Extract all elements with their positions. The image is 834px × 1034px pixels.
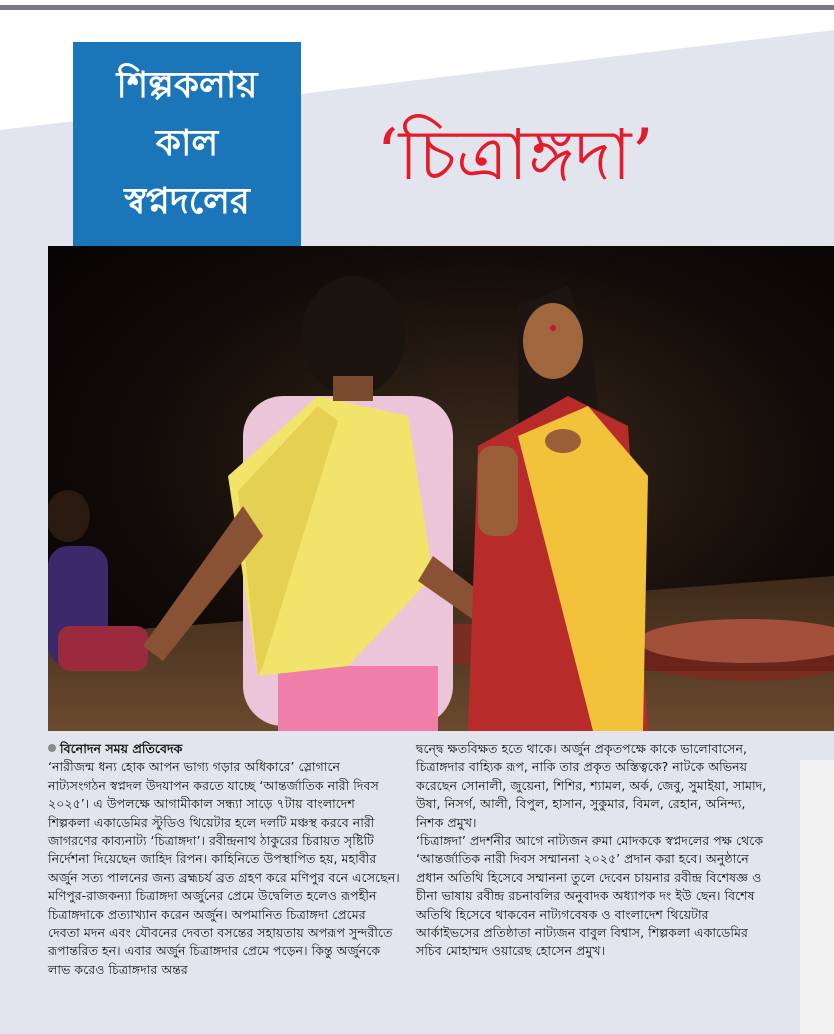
byline-text: বিনোদন সময় প্রতিবেদক	[60, 741, 183, 756]
article-body	[48, 740, 768, 1030]
title-box-line-1: শিল্পকলায়	[116, 65, 258, 106]
top-rule	[0, 5, 834, 10]
article-paragraph-3: ‘চিত্রাঙ্গদা’ প্রদর্শনীর আগে নাট্যজন রুমা মোদককে স্বপ্নদলের পক্ষ থেকে ‘আন্তর্জাতিক নারী দিবস সম্মাননা ২০২৫’ প্রদান করা হবে। অনুষ্ঠানে প্রধান অতিথি হিসেবে সম্মাননা তুলে দেবেন চায়নার রবীন্দ্র বিশেষজ্ঞ ও চীনা ভাষায় রবীন্দ্র রচনাবলির অনুবাদক অধ্যাপক দং ইউ ছেন। বিশেষ অতিথি হিসেবে থাকবেন নাট্যগবেষক ও বাংলাদেশ থিয়েটার আর্কাইভসের প্রতিষ্ঠাতা নাট্যজন বাবুল বিশ্বাস, শিল্পকলা একাডেমির সচিব মোহাম্মদ ওয়ারেছ হোসেন প্রমুখ।	[416, 833, 764, 959]
stage-performance-photo	[48, 246, 834, 731]
title-box-line-2: কাল	[155, 123, 219, 164]
main-title: ‘চিত্রাঙ্গদা’	[376, 114, 654, 196]
bullet-icon	[48, 744, 56, 752]
title-box	[73, 42, 301, 246]
title-box-line-3: স্বপ্নদলের	[124, 181, 250, 222]
article-column-2	[416, 740, 768, 1030]
article-column-1	[48, 740, 400, 1030]
adjacent-page-edge	[800, 760, 834, 1034]
photo-illustration	[48, 246, 834, 731]
byline	[48, 740, 400, 758]
article-paragraph-1: ‘নারীজন্ম ধন্য হোক আপন ভাগ্য গড়ার অধিকারে’ স্লোগানে নাট্যসংগঠন স্বপ্নদল উদযাপন করতে যাচ্ছে ‘আন্তর্জাতিক নারী দিবস ২০২৫’। এ উপলক্ষে আগামীকাল সন্ধ্যা সাড়ে ৭টায় বাংলাদেশ শিল্পকলা একাডেমির স্টুডিও থিয়েটার হলে দলটি মঞ্চস্থ করবে নারী জাগরণের কাব্যনাট্য ‘চিত্রাঙ্গদা’। রবীন্দ্রনাথ ঠাকুরের চিরায়ত সৃষ্টিটি নির্দেশনা দিয়েছেন জাহিদ রিপন। কাহিনিতে উপস্থাপিত হয়, মহাবীর অর্জুন সত্য পালনের জন্য ব্রহ্মচর্য ব্রত গ্রহণ করে মণিপুর বনে এসেছেন। মণিপুর-রাজকন্যা চিত্রাঙ্গদা অর্জুনের প্রেমে উদ্বেলিত হলেও রূপহীন চিত্রাঙ্গদাকে প্রত্যাখ্যান করেন অর্জুন। অপমানিত চিত্রাঙ্গদা প্রেমের দেবতা মদন এবং যৌবনের দেবতা বসন্তের সহায়তায় অপরূপ সুন্দরীতে রূপান্তরিত হন। এবার অর্জুন চিত্রাঙ্গদার প্রেমে পড়েন। কিন্তু অর্জুনকে লাভ করেও চিত্রাঙ্গদার অন্তর	[48, 759, 400, 977]
article-paragraph-2: দ্বন্দ্বে ক্ষতবিক্ষত হতে থাকে। অর্জুন প্রকৃতপক্ষে কাকে ভালোবাসেন, চিত্রাঙ্গদার বাহ্যিক রূপ, নাকি তার প্রকৃত অস্তিত্বকে? নাটকে অভিনয় করেছেন সোনালী, জুয়েনা, শিশির, শ্যামল, অর্ক, জেবু, সুমাইয়া, সামাদ, উষা, নিসর্গ, আলী, বিপুল, হাসান, সুকুমার, বিমল, রেহান, অনিন্দ্য, নিশক প্রমুখ।	[416, 741, 767, 830]
